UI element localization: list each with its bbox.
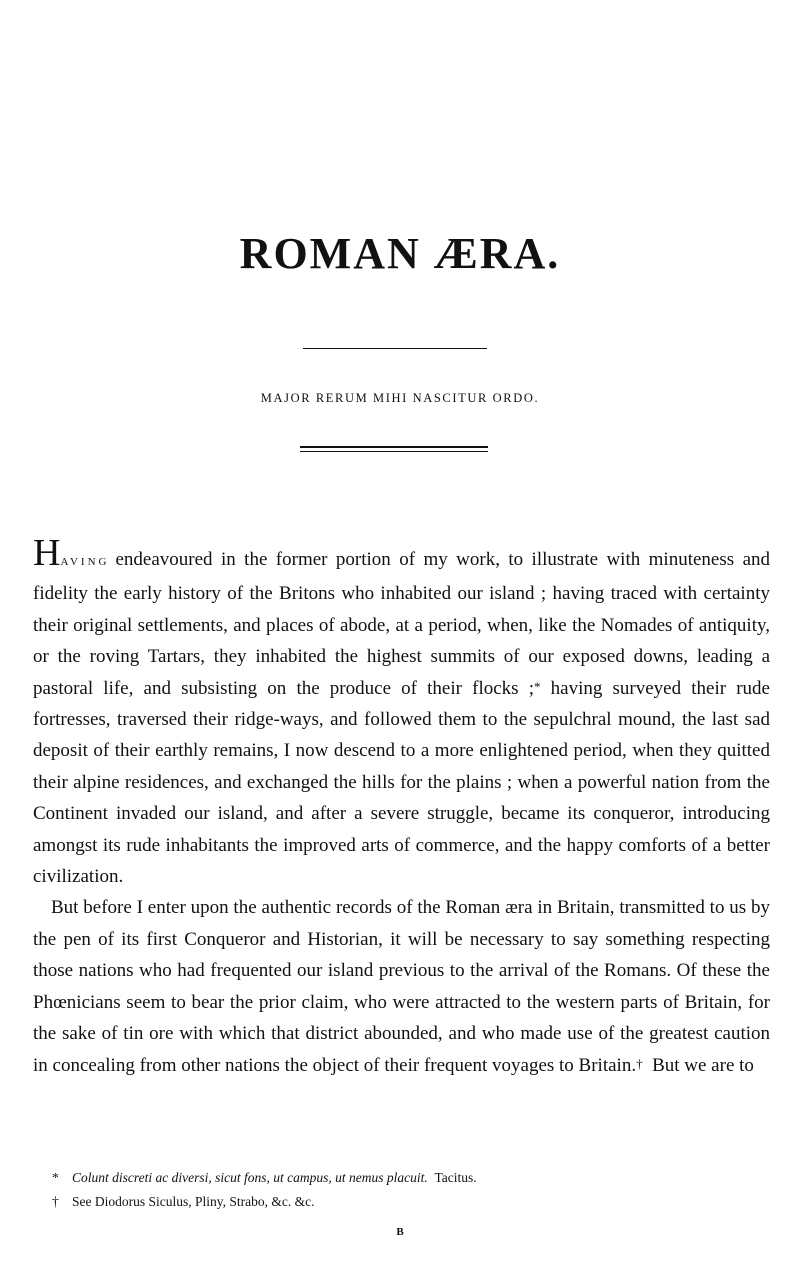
- motto-divider: [300, 446, 488, 452]
- signature-mark: B: [396, 1226, 404, 1238]
- chapter-title: ROMAN ÆRA.: [239, 229, 561, 278]
- footnotes: [52, 1166, 772, 1214]
- footnote-1-source: Tacitus.: [434, 1170, 477, 1185]
- paragraph-1: [33, 534, 770, 892]
- footnote-marker-2: †: [636, 1055, 643, 1071]
- footnote-marker-1: *: [533, 678, 541, 694]
- footnote-2-symbol: †: [52, 1194, 59, 1209]
- opening-word-rest: AVING: [60, 556, 110, 568]
- title-divider: [303, 348, 487, 349]
- footnote-1-symbol: *: [52, 1170, 59, 1185]
- paragraph-2-text-b: But we are to: [642, 1054, 754, 1076]
- chapter-motto: MAJOR RERUM MIHI NASCITUR ORDO.: [260, 391, 540, 405]
- chapter-body: [33, 534, 770, 1081]
- footnote-1: [52, 1166, 772, 1190]
- drop-cap: H: [33, 532, 61, 574]
- paragraph-2: [33, 892, 770, 1080]
- footnote-2: [52, 1190, 772, 1214]
- paragraph-1-text-a: endeavoured in the former portion of my work, to illustrate with minuteness and fidelity the early history of the Britons who inhabited our island ; having traced with certainty their original settlements, and places of abode, at a period, when, like the Nomades of antiquity, or the roving Tartars, they inhabited the highest summits of our exposed downs, leading a pastoral life, and subsisting on the produce of their flocks ;: [33, 549, 770, 699]
- footnote-1-quote: Colunt discreti ac diversi, sicut fons, ut campus, ut nemus placuit.: [72, 1170, 428, 1185]
- paragraph-2-text-a: But before I enter upon the authentic records of the Roman æra in Britain, transmitted to us by the pen of its first Conqueror and Historian, it will be necessary to say something respecting those nations who had frequented our island previous to the arrival of the Romans. Of these the Phœnicians seem to bear the prior claim, who were attracted to the western parts of Britain, for the sake of tin ore with which that district abounded, and who made use of the greatest caution in concealing from other nations the object of their frequent voyages to Britain.: [33, 897, 770, 1076]
- paragraph-1-text-b: having surveyed their rude fortresses, traversed their ridge-ways, and followed them to the sepulchral mound, the last sad deposit of their earthly remains, I now descend to a more enlightened period, when they quitted their alpine residences, and exchanged the hills for the plains ; when a powerful nation from the Continent invaded our island, and after a severe struggle, became its conqueror, introducing amongst its rude inhabitants the improved arts of commerce, and the happy comforts of a better civilization.: [33, 677, 770, 888]
- footnote-2-text: See Diodorus Siculus, Pliny, Strabo, &c. &c.: [72, 1194, 315, 1209]
